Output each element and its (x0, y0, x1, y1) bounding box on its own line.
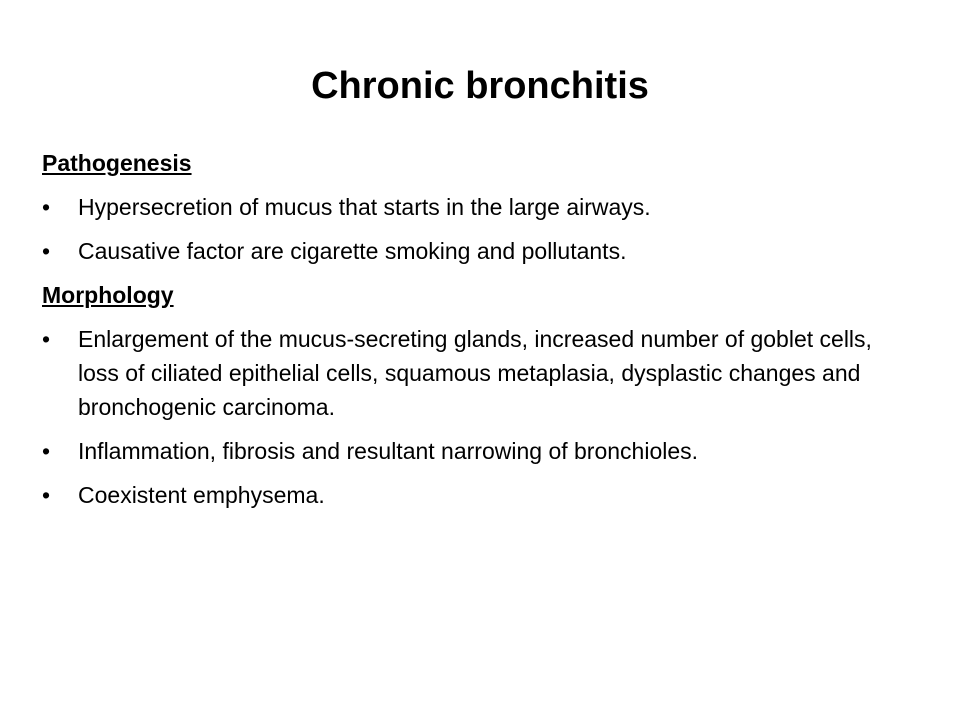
bullet-item (42, 234, 912, 268)
bullet-icon: • (42, 482, 51, 508)
bullet-icon: • (42, 194, 51, 220)
bullet-text: Inflammation, fibrosis and resultant narrowing of bronchioles. (78, 438, 699, 464)
bullet-icon: • (42, 326, 51, 352)
bullet-item (42, 190, 912, 224)
bullet-text: Hypersecretion of mucus that starts in the large airways. (78, 194, 651, 220)
bullet-list (42, 190, 912, 268)
slide-body (42, 146, 912, 522)
bullet-text: Causative factor are cigarette smoking and pollutants. (78, 238, 627, 264)
bullet-item (42, 478, 912, 512)
bullet-icon: • (42, 238, 51, 264)
section-morphology (42, 278, 912, 512)
bullet-text: Enlargement of the mucus-secreting glands, increased number of goblet cells, loss of ciliated epithelial cells, squamous metaplasia, dysplastic changes and bronchogenic carcinoma. (78, 326, 872, 420)
section-pathogenesis (42, 146, 912, 268)
bullet-list (42, 322, 912, 512)
slide-title: Chronic bronchitis (311, 65, 649, 107)
bullet-icon: • (42, 438, 51, 464)
bullet-text: Coexistent emphysema. (78, 482, 325, 508)
bullet-item (42, 322, 912, 424)
section-heading: Pathogenesis (42, 150, 192, 176)
bullet-item (42, 434, 912, 468)
section-heading: Morphology (42, 282, 174, 308)
